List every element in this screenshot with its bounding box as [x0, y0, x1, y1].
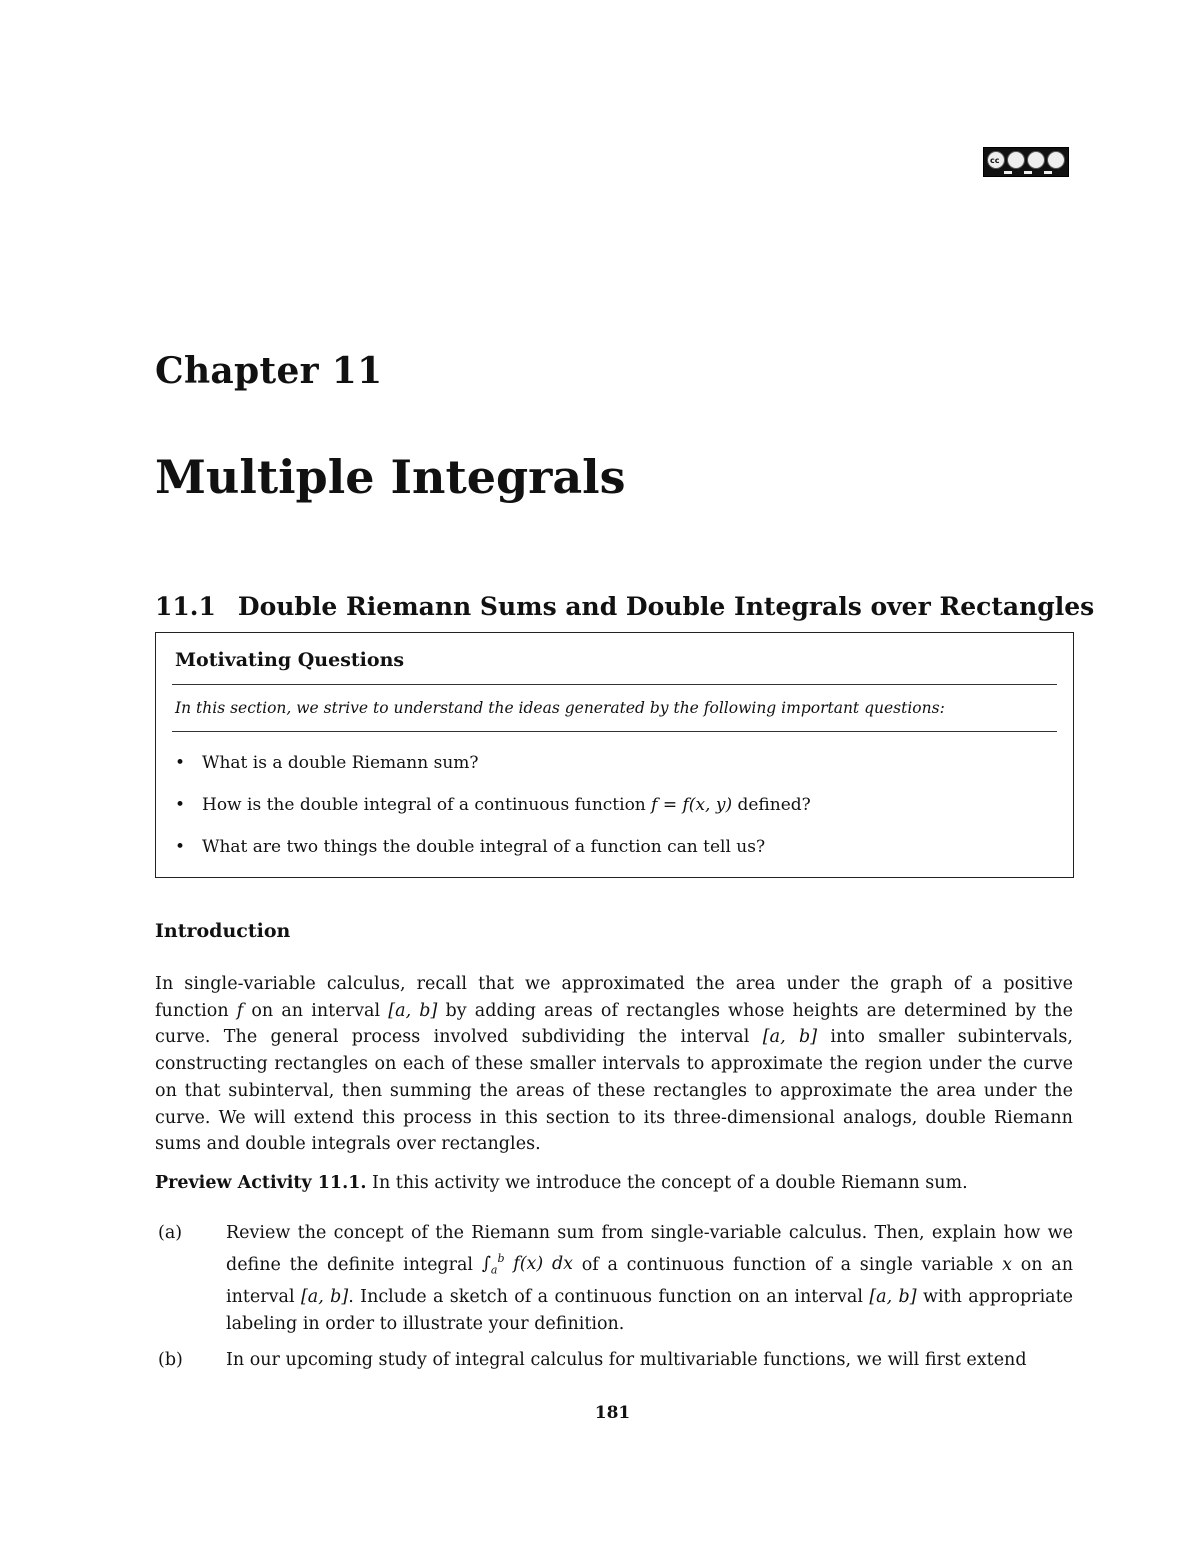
list-item — [175, 753, 811, 795]
item-text-part: with appropriate labeling in order to illustrate your definition. — [226, 1287, 1073, 1334]
item-text: In our upcoming study of integral calculus for multivariable functions, we will first extend — [226, 1350, 1027, 1370]
introduction-paragraph — [155, 971, 1073, 1158]
math-interval: [a, b] — [762, 1027, 818, 1048]
list-item — [175, 837, 811, 879]
integral-lower-limit: a — [490, 1263, 498, 1277]
activity-item-b — [155, 1347, 1073, 1374]
paragraph-text: by adding areas of rectangles whose heights are determined by the curve. The general process involved subdividing the interval — [155, 1000, 1073, 1048]
paragraph-text: on an interval — [251, 1000, 381, 1021]
paragraph-text: into smaller subintervals, constructing rectangles on each of these smaller intervals to approximate the region under the curve on that subinterval, then summing the areas of these rectangles to approximate the area under the curve. We will extend this process in this section to its three-dimensional analogs, double Riemann sums and double integrals over rectangles. — [155, 1027, 1073, 1155]
question-text: What are two things the double integral of a function can tell us? — [202, 837, 766, 857]
integrand: f(x) dx — [513, 1254, 574, 1275]
list-item — [175, 795, 811, 837]
page-number: 181 — [594, 1403, 631, 1423]
bullet-icon: • — [175, 795, 186, 815]
motivating-questions-list — [175, 753, 811, 879]
math-interval: [a, b] — [300, 1287, 349, 1308]
math-x: x — [1002, 1254, 1013, 1275]
math-interval: [a, b] — [869, 1287, 917, 1308]
activity-item-a — [155, 1220, 1073, 1337]
item-label: (b) — [158, 1350, 183, 1370]
section-heading — [155, 592, 1094, 621]
license-badge — [983, 147, 1069, 177]
item-text — [226, 1220, 1073, 1337]
definite-integral — [481, 1252, 574, 1277]
introduction-heading: Introduction — [155, 920, 291, 942]
license-badge-stripes — [1004, 171, 1052, 174]
motivating-questions-box — [155, 632, 1074, 878]
section-title: Double Riemann Sums and Double Integrals over Rectangles — [237, 592, 1095, 621]
divider — [172, 684, 1057, 685]
question-text-end: defined? — [737, 795, 811, 815]
divider — [172, 731, 1057, 732]
preview-activity-label: Preview Activity 11.1. — [155, 1173, 367, 1193]
preview-activity — [155, 1173, 968, 1193]
item-text-part: of a continuous function of a single variable — [581, 1254, 994, 1275]
motivating-questions-intro: In this section, we strive to understand the ideas generated by the following important questions: — [175, 699, 945, 717]
question-text: What is a double Riemann sum? — [202, 753, 479, 773]
question-text: How is the double integral of a continuous function — [202, 795, 646, 815]
chapter-title: Multiple Integrals — [155, 450, 626, 504]
item-text-part: on an interval — [226, 1254, 1073, 1308]
preview-activity-text: In this activity we introduce the concept of a double Riemann sum. — [372, 1173, 968, 1193]
item-text-part: Review the concept of the Riemann sum from single-variable calculus. Then, explain how we define the definite integral — [226, 1223, 1073, 1275]
integral-upper-limit: b — [497, 1252, 505, 1266]
license-badge-text: cc — [990, 156, 1000, 165]
math-expression: f = f(x, y) — [651, 795, 733, 815]
integral-sign: ∫ — [481, 1254, 491, 1275]
bullet-icon: • — [175, 837, 186, 857]
motivating-questions-title: Motivating Questions — [175, 649, 405, 671]
section-number: 11.1 — [155, 592, 216, 621]
math-interval: [a, b] — [388, 1000, 438, 1021]
item-text-part: . Include a sketch of a continuous function on an interval — [348, 1287, 863, 1308]
chapter-label: Chapter 11 — [155, 350, 383, 392]
bullet-icon: • — [175, 753, 186, 773]
paragraph-text: In single-variable calculus, recall that we approximated the area under the graph of a positive function — [155, 974, 1073, 1021]
item-label: (a) — [158, 1223, 183, 1243]
math-f: f — [236, 1000, 244, 1021]
